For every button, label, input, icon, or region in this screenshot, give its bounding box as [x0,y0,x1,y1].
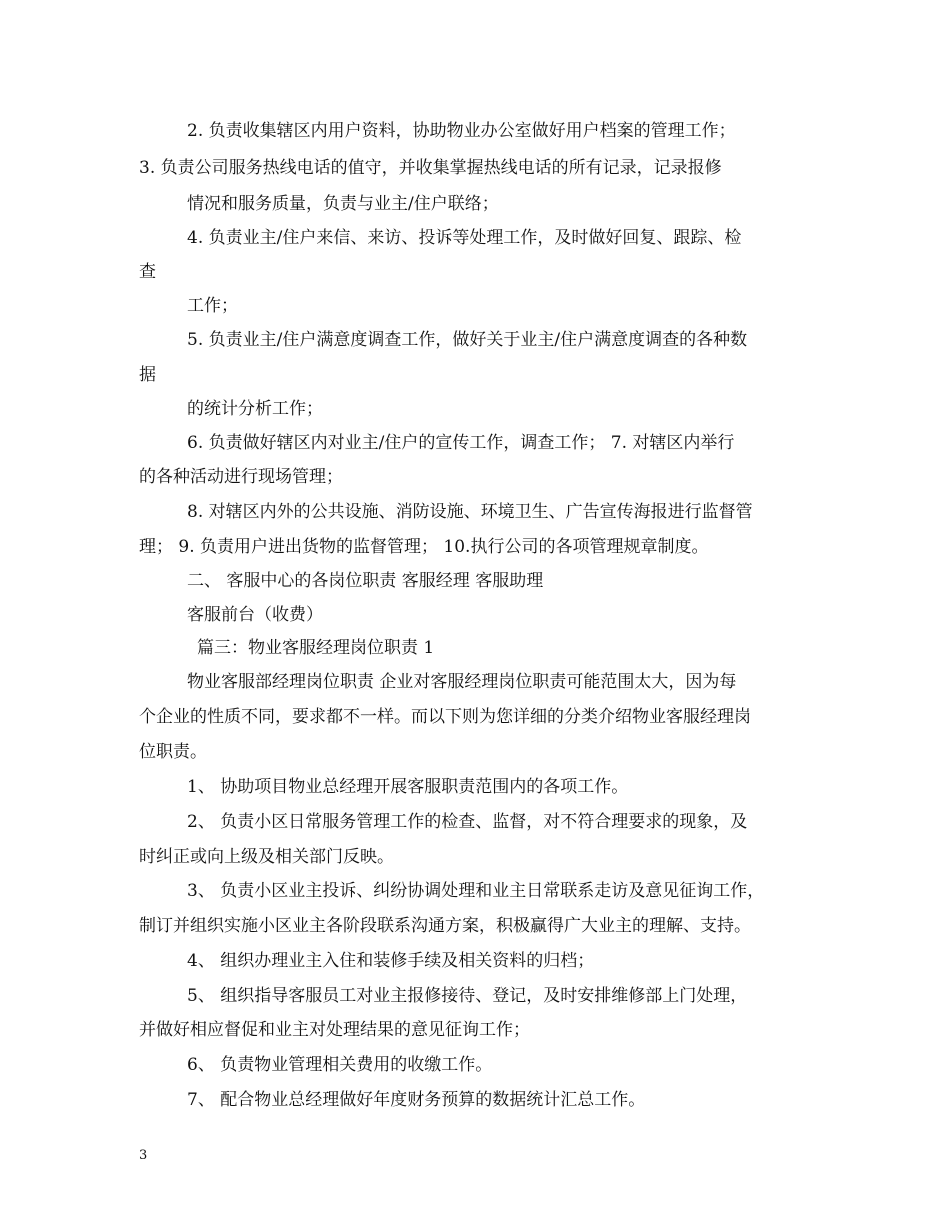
text-line: 二、 客服中心的各岗位职责 客服经理 客服助理 [187,571,544,591]
text-line: 制订并组织实施小区业主各阶段联系沟通方案，积极赢得广大业主的理解、支持。 [139,916,751,936]
text-line: 2、 负责小区日常服务管理工作的检查、监督，对不符合理要求的现象，及 [187,812,748,832]
text-line: 位职责。 [139,742,207,762]
text-line: 6. 负责做好辖区内对业主/住户的宣传工作，调查工作； 7. 对辖区内举行 [187,433,735,453]
text-line: 4、 组织办理业主入住和装修手续及相关资料的归档； [187,951,595,971]
text-line: 情况和服务质量，负责与业主/住户联络； [187,194,499,214]
text-line: 1、 协助项目物业总经理开展客服职责范围内的各项工作。 [187,777,629,797]
text-line: 3、 负责小区业主投诉、纠纷协调处理和业主日常联系走访及意见征询工作， [187,881,765,901]
page-number: 3 [139,1148,148,1163]
text-line: 理； 9. 负责用户进出货物的监督管理； 10.执行公司的各项管理规章制度。 [139,537,709,557]
text-line: 个企业的性质不同，要求都不一样。而以下则为您详细的分类介绍物业客服经理岗 [139,707,751,727]
text-line: 5、 组织指导客服员工对业主报修接待、登记，及时安排维修部上门处理， [187,986,748,1006]
text-line: 2. 负责收集辖区内用户资料，协助物业办公室做好用户档案的管理工作； [187,121,736,141]
text-line: 据 [139,365,156,385]
text-line: 客服前台（收费） [187,605,323,625]
text-line: 8. 对辖区内外的公共设施、消防设施、环境卫生、广告宣传海报进行监督管 [187,502,753,522]
text-line: 工作； [187,296,238,316]
text-line: 7、 配合物业总经理做好年度财务预算的数据统计汇总工作。 [187,1090,646,1110]
text-line: 6、 负责物业管理相关费用的收缴工作。 [187,1055,493,1075]
text-line: 3. 负责公司服务热线电话的值守，并收集掌握热线电话的所有记录，记录报修 [139,158,722,178]
text-line: 时纠正或向上级及相关部门反映。 [139,847,394,867]
text-line: 并做好相应督促和业主对处理结果的意见征询工作； [139,1020,530,1040]
text-line: 的统计分析工作； [187,399,323,419]
text-line: 查 [139,262,156,282]
text-line: 4. 负责业主/住户来信、来访、投诉等处理工作，及时做好回复、跟踪、检 [187,228,742,248]
section-heading: 篇三：物业客服经理岗位职责 1 [197,638,435,658]
text-line: 物业客服部经理岗位职责 企业对客服经理岗位职责可能范围太大，因为每 [187,672,737,692]
text-line: 5. 负责业主/住户满意度调查工作，做好关于业主/住户满意度调查的各种数 [187,330,748,350]
text-line: 的各种活动进行现场管理； [139,467,343,487]
